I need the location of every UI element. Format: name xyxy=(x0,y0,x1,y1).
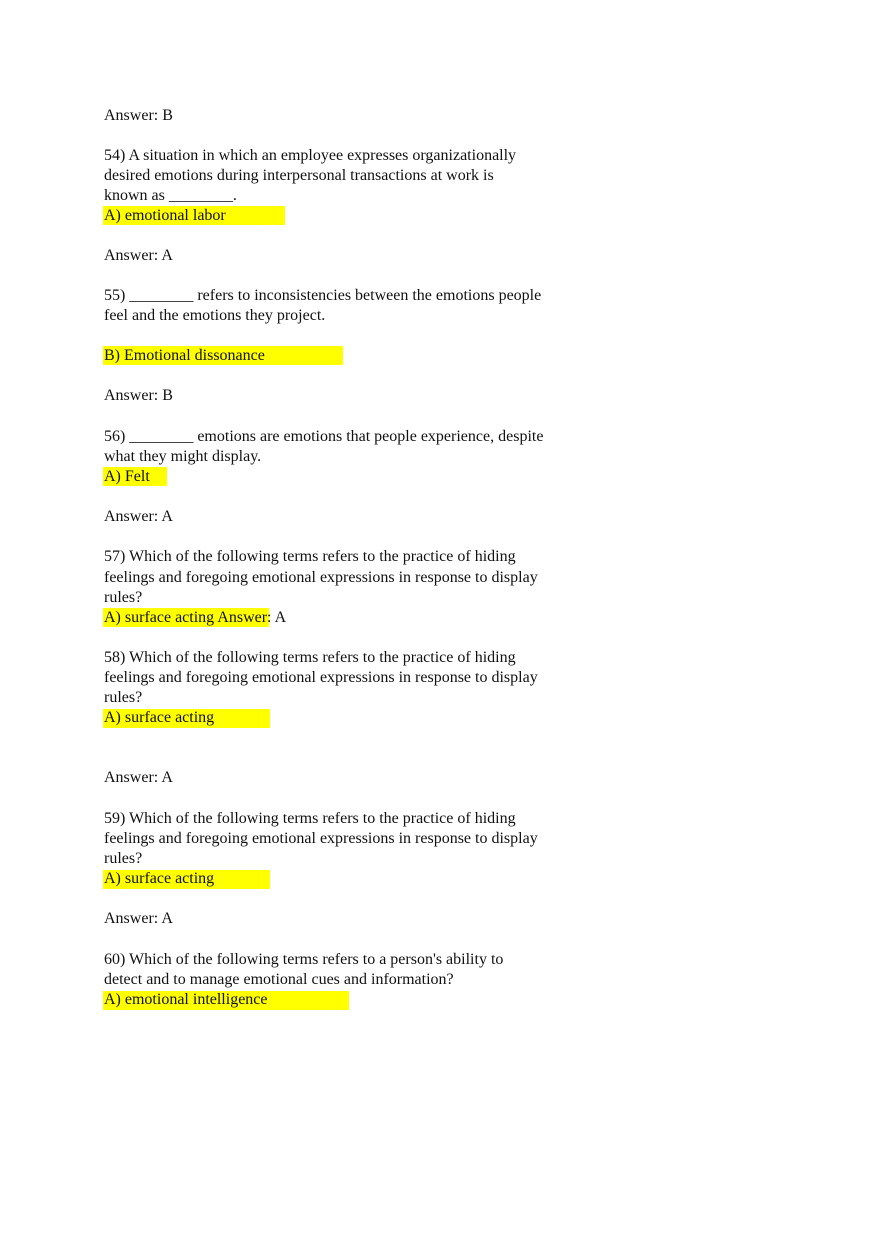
question-58-choice: A) surface acting xyxy=(104,709,215,726)
question-59-text: rules? xyxy=(104,850,143,867)
question-54-text: desired emotions during interpersonal transactions at work is xyxy=(104,167,494,184)
question-57-text: feelings and foregoing emotional expressions in response to display xyxy=(104,569,538,586)
answer-line: Answer: A xyxy=(104,769,173,786)
question-59-choice: A) surface acting xyxy=(104,870,215,887)
answer-line: Answer: A xyxy=(104,508,173,525)
question-54-text: known as ________. xyxy=(104,187,237,204)
question-55-text: feel and the emotions they project. xyxy=(104,307,326,324)
question-56-text: 56) ________ emotions are emotions that people experience, despite xyxy=(104,428,544,445)
question-60-text: detect and to manage emotional cues and information? xyxy=(104,971,454,988)
question-55-choice: B) Emotional dissonance xyxy=(104,347,265,364)
question-57-choice: A) surface acting Answer: A xyxy=(104,609,287,626)
question-60-text: 60) Which of the following terms refers to a person's ability to xyxy=(104,951,504,968)
question-58-text: rules? xyxy=(104,689,143,706)
question-54-choice: A) emotional labor xyxy=(104,207,226,224)
answer-line: Answer: B xyxy=(104,107,173,124)
answer-line: Answer: A xyxy=(104,247,173,264)
question-59-text: 59) Which of the following terms refers to the practice of hiding xyxy=(104,810,516,827)
question-59-text: feelings and foregoing emotional expressions in response to display xyxy=(104,830,538,847)
question-56-choice: A) Felt xyxy=(104,468,150,485)
question-58-text: 58) Which of the following terms refers to the practice of hiding xyxy=(104,649,516,666)
question-57-text: rules? xyxy=(104,589,143,606)
question-57-text: 57) Which of the following terms refers to the practice of hiding xyxy=(104,548,516,565)
question-54-text: 54) A situation in which an employee expresses organizationally xyxy=(104,147,517,164)
answer-line: Answer: B xyxy=(104,387,173,404)
question-56-text: what they might display. xyxy=(104,448,262,465)
question-60-choice: A) emotional intelligence xyxy=(104,991,268,1008)
answer-line: Answer: A xyxy=(104,910,173,927)
question-58-text: feelings and foregoing emotional expressions in response to display xyxy=(104,669,538,686)
question-55-text: 55) ________ refers to inconsistencies between the emotions people xyxy=(104,287,542,304)
